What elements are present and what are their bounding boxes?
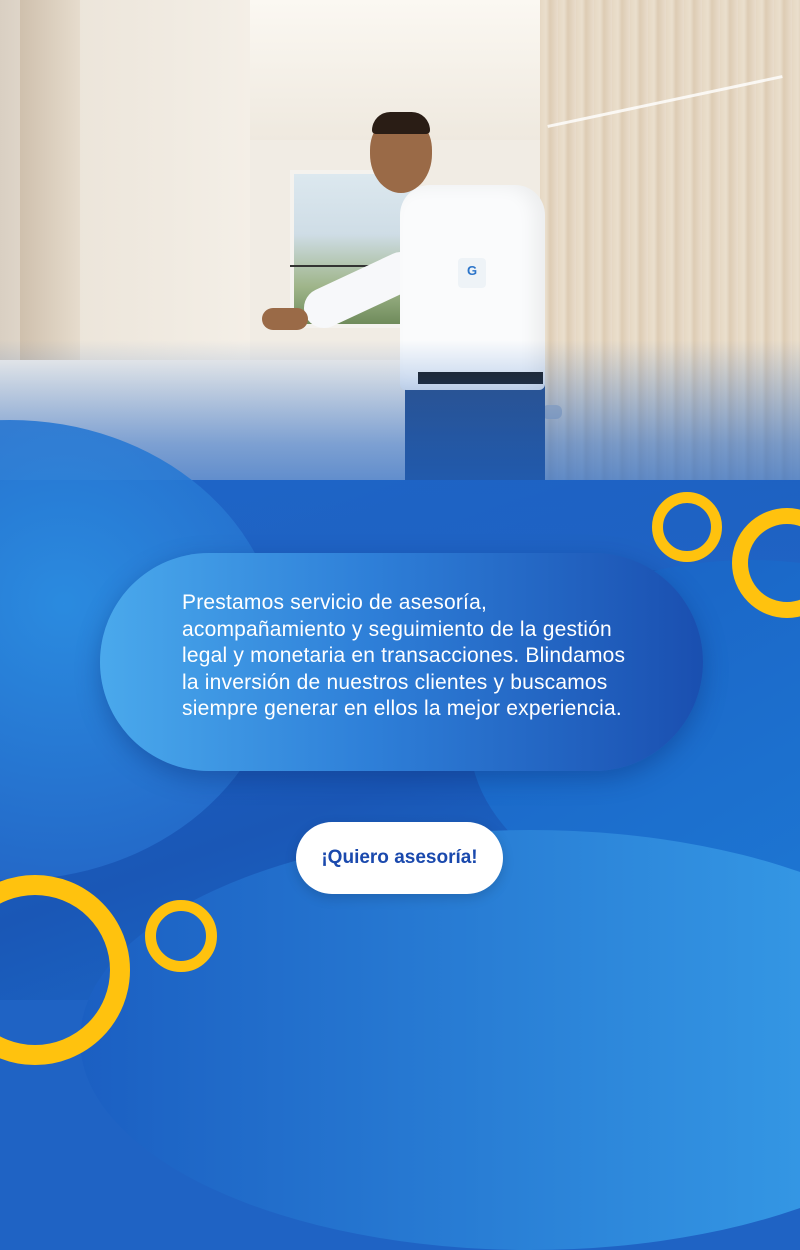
shirt-logo-text: G (466, 263, 478, 278)
decorative-ring-small-top (652, 492, 722, 562)
description-text: Prestamos servicio de asesoría, acompañamiento y seguimiento de la gestión legal y monetaria en transacciones. Blindamos la inversión de nuestros clientes y buscamos siempre generar en ellos la mejor experiencia. (182, 591, 626, 720)
decorative-ring-small-bottom (145, 900, 217, 972)
person-hair (372, 112, 430, 134)
shirt-logo (458, 258, 486, 288)
quiero-asesoria-button[interactable]: ¡Quiero asesoría! (296, 822, 503, 894)
person-hand (262, 308, 308, 330)
